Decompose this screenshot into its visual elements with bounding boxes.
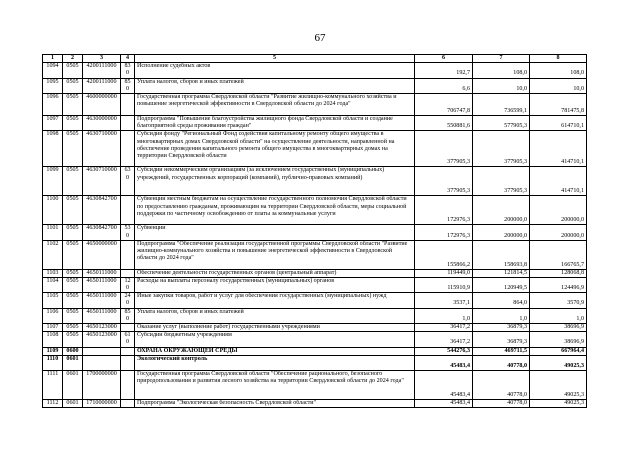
target-code-cell: 1700000000 bbox=[83, 370, 121, 399]
row-number-cell: 1107 bbox=[43, 324, 63, 332]
item-name-cell: Государственная программа Свердловской области "Развитие жилищно-коммунального хозяйства и повышение энергетической эффективности в Свердловской области до 2024 года" bbox=[135, 93, 415, 115]
expense-type-cell: 850 bbox=[121, 78, 135, 93]
table-row bbox=[43, 308, 587, 323]
amount-year3-cell: 38696,9 bbox=[530, 324, 587, 332]
amount-year2-cell: 120949,5 bbox=[473, 277, 530, 292]
section-code-cell: 0505 bbox=[63, 63, 83, 78]
row-number-cell: 1097 bbox=[43, 115, 63, 130]
table-row bbox=[43, 93, 587, 115]
amount-year2-cell: 40778,0 bbox=[473, 355, 530, 370]
target-code-cell: 4650111000 bbox=[83, 269, 121, 277]
amount-year1-cell: 115910,9 bbox=[415, 277, 473, 292]
amount-year2-cell: 864,0 bbox=[473, 293, 530, 308]
table-row bbox=[43, 78, 587, 93]
amount-year3-cell: 3570,9 bbox=[530, 293, 587, 308]
table-row bbox=[43, 277, 587, 292]
table-row bbox=[43, 399, 587, 407]
expense-type-cell bbox=[121, 240, 135, 269]
row-number-cell: 1100 bbox=[43, 196, 63, 225]
row-number-cell: 1095 bbox=[43, 78, 63, 93]
table-row bbox=[43, 167, 587, 196]
section-code-cell: 0505 bbox=[63, 196, 83, 225]
row-number-cell: 1103 bbox=[43, 269, 63, 277]
budget-table bbox=[42, 54, 587, 408]
section-code-cell: 0505 bbox=[63, 115, 83, 130]
section-code-cell: 0505 bbox=[63, 269, 83, 277]
amount-year2-cell: 36879,3 bbox=[473, 324, 530, 332]
amount-year1-cell: 119449,0 bbox=[415, 269, 473, 277]
amount-year1-cell: 706747,8 bbox=[415, 93, 473, 115]
table-row bbox=[43, 370, 587, 399]
section-code-cell: 0601 bbox=[63, 370, 83, 399]
target-code-cell: 4650111000 bbox=[83, 293, 121, 308]
section-code-cell: 0505 bbox=[63, 324, 83, 332]
section-code-cell: 0505 bbox=[63, 240, 83, 269]
amount-year3-cell: 124496,9 bbox=[530, 277, 587, 292]
amount-year1-cell: 36417,2 bbox=[415, 324, 473, 332]
table-row bbox=[43, 240, 587, 269]
table-row bbox=[43, 293, 587, 308]
amount-year2-cell: 36879,3 bbox=[473, 332, 530, 347]
amount-year3-cell: 200000,0 bbox=[530, 196, 587, 225]
item-name-cell: Субсидия фонду "Региональный Фонд содействия капитальному ремонту общего имущества в многоквартирных домах Свердловской области" на осуществление деятельности, направленной на обеспечение проведения капитального ремонта общего имущества в многоквартирных домах на территории Свердловской области bbox=[135, 131, 415, 167]
amount-year2-cell: 40778,0 bbox=[473, 399, 530, 407]
target-code-cell bbox=[83, 347, 121, 355]
section-code-cell: 0505 bbox=[63, 277, 83, 292]
table-row bbox=[43, 324, 587, 332]
section-code-cell: 0505 bbox=[63, 225, 83, 240]
amount-year2-cell: 200000,0 bbox=[473, 196, 530, 225]
amount-year1-cell: 45483,4 bbox=[415, 399, 473, 407]
section-code-cell: 0505 bbox=[63, 332, 83, 347]
section-code-cell: 0505 bbox=[63, 78, 83, 93]
amount-year3-cell: 166765,7 bbox=[530, 240, 587, 269]
row-number-cell: 1102 bbox=[43, 240, 63, 269]
target-code-cell: 4650123000 bbox=[83, 332, 121, 347]
section-code-cell: 0601 bbox=[63, 399, 83, 407]
section-code-cell: 0505 bbox=[63, 167, 83, 196]
amount-year3-cell: 414710,1 bbox=[530, 131, 587, 167]
table-row bbox=[43, 115, 587, 130]
section-code-cell: 0505 bbox=[63, 131, 83, 167]
target-code-cell: 4630710000 bbox=[83, 131, 121, 167]
target-code-cell: 4630842700 bbox=[83, 196, 121, 225]
target-code-cell: 4630000000 bbox=[83, 115, 121, 130]
header-cell: 4 bbox=[121, 55, 135, 63]
target-code-cell bbox=[83, 355, 121, 370]
item-name-cell: Оказание услуг (выполнение работ) государственными учреждениями bbox=[135, 324, 415, 332]
amount-year1-cell: 45483,4 bbox=[415, 355, 473, 370]
amount-year3-cell: 667964,4 bbox=[530, 347, 587, 355]
row-number-cell: 1108 bbox=[43, 332, 63, 347]
amount-year3-cell: 200000,0 bbox=[530, 225, 587, 240]
item-name-cell: Экологический контроль bbox=[135, 355, 415, 370]
item-name-cell: Исполнение судебных актов bbox=[135, 63, 415, 78]
amount-year3-cell: 38696,9 bbox=[530, 332, 587, 347]
row-number-cell: 1112 bbox=[43, 399, 63, 407]
expense-type-cell bbox=[121, 399, 135, 407]
table-row bbox=[43, 131, 587, 167]
section-code-cell: 0505 bbox=[63, 293, 83, 308]
item-name-cell: Уплата налогов, сборов и иных платежей bbox=[135, 78, 415, 93]
expense-type-cell bbox=[121, 196, 135, 225]
expense-type-cell: 120 bbox=[121, 277, 135, 292]
item-name-cell: ОХРАНА ОКРУЖАЮЩЕЙ СРЕДЫ bbox=[135, 347, 415, 355]
amount-year3-cell: 49025,3 bbox=[530, 370, 587, 399]
target-code-cell: 4650111000 bbox=[83, 277, 121, 292]
header-cell: 1 bbox=[43, 55, 63, 63]
row-number-cell: 1101 bbox=[43, 225, 63, 240]
target-code-cell: 4200111000 bbox=[83, 63, 121, 78]
item-name-cell: Субсидии бюджетным учреждениям bbox=[135, 332, 415, 347]
section-code-cell: 0600 bbox=[63, 347, 83, 355]
table-row bbox=[43, 269, 587, 277]
target-code-cell: 4600000000 bbox=[83, 93, 121, 115]
header-cell: 5 bbox=[135, 55, 415, 63]
row-number-cell: 1109 bbox=[43, 347, 63, 355]
target-code-cell: 4630842700 bbox=[83, 225, 121, 240]
row-number-cell: 1106 bbox=[43, 308, 63, 323]
expense-type-cell: 610 bbox=[121, 332, 135, 347]
section-code-cell: 0505 bbox=[63, 93, 83, 115]
expense-type-cell: 530 bbox=[121, 225, 135, 240]
amount-year3-cell: 414710,1 bbox=[530, 167, 587, 196]
header-cell: 2 bbox=[63, 55, 83, 63]
amount-year1-cell: 172976,3 bbox=[415, 196, 473, 225]
item-name-cell: Субвенции bbox=[135, 225, 415, 240]
amount-year3-cell: 128068,8 bbox=[530, 269, 587, 277]
expense-type-cell: 240 bbox=[121, 293, 135, 308]
expense-type-cell: 830 bbox=[121, 63, 135, 78]
section-code-cell: 0505 bbox=[63, 308, 83, 323]
amount-year1-cell: 550881,6 bbox=[415, 115, 473, 130]
expense-type-cell: 850 bbox=[121, 308, 135, 323]
amount-year2-cell: 200000,0 bbox=[473, 225, 530, 240]
table-row bbox=[43, 332, 587, 347]
amount-year1-cell: 377905,3 bbox=[415, 131, 473, 167]
amount-year1-cell: 544276,3 bbox=[415, 347, 473, 355]
amount-year1-cell: 192,7 bbox=[415, 63, 473, 78]
amount-year2-cell: 158693,8 bbox=[473, 240, 530, 269]
item-name-cell: Уплата налогов, сборов и иных платежей bbox=[135, 308, 415, 323]
expense-type-cell bbox=[121, 370, 135, 399]
table-row bbox=[43, 355, 587, 370]
expense-type-cell bbox=[121, 324, 135, 332]
amount-year3-cell: 108,0 bbox=[530, 63, 587, 78]
table-row bbox=[43, 63, 587, 78]
amount-year3-cell: 781475,8 bbox=[530, 93, 587, 115]
row-number-cell: 1105 bbox=[43, 293, 63, 308]
item-name-cell: Субвенции местным бюджетам на осуществление государственного полномочия Свердловской области по предоставлению гражданам, проживающим на территории Свердловской области, меры социальной поддержки по частичному освобождению от платы за коммунальные услуги bbox=[135, 196, 415, 225]
item-name-cell: Подпрограмма "Экологическая безопасность Свердловской области" bbox=[135, 399, 415, 407]
amount-year2-cell: 121814,5 bbox=[473, 269, 530, 277]
amount-year3-cell: 10,0 bbox=[530, 78, 587, 93]
row-number-cell: 1098 bbox=[43, 131, 63, 167]
page-number: 67 bbox=[314, 32, 326, 44]
target-code-cell: 4650000000 bbox=[83, 240, 121, 269]
amount-year2-cell: 736599,1 bbox=[473, 93, 530, 115]
section-code-cell: 0601 bbox=[63, 355, 83, 370]
item-name-cell: Подпрограмма "Обеспечение реализации государственной программы Свердловской области "Развитие жилищно-коммунального хозяйства и повышение энергетической эффективности в Свердловской области до 2024 года" bbox=[135, 240, 415, 269]
amount-year2-cell: 40778,0 bbox=[473, 370, 530, 399]
target-code-cell: 4200111000 bbox=[83, 78, 121, 93]
expense-type-cell bbox=[121, 269, 135, 277]
amount-year1-cell: 6,6 bbox=[415, 78, 473, 93]
amount-year1-cell: 45483,4 bbox=[415, 370, 473, 399]
item-name-cell: Иные закупки товаров, работ и услуг для обеспечения государственных (муниципальных) нужд bbox=[135, 293, 415, 308]
table-row bbox=[43, 347, 587, 355]
header-row bbox=[43, 55, 587, 63]
amount-year1-cell: 36417,2 bbox=[415, 332, 473, 347]
header-cell: 7 bbox=[473, 55, 530, 63]
target-code-cell: 1710000000 bbox=[83, 399, 121, 407]
item-name-cell: Подпрограмма "Повышение благоустройства жилищного фонда Свердловской области и создание благоприятной среды проживания граждан" bbox=[135, 115, 415, 130]
amount-year1-cell: 3537,1 bbox=[415, 293, 473, 308]
expense-type-cell bbox=[121, 115, 135, 130]
expense-type-cell bbox=[121, 131, 135, 167]
amount-year3-cell: 614710,1 bbox=[530, 115, 587, 130]
item-name-cell: Субсидии некоммерческим организациям (за исключением государственных (муниципальных) учреждений, государственных корпораций (компаний), публично-правовых компаний) bbox=[135, 167, 415, 196]
header-cell: 3 bbox=[83, 55, 121, 63]
amount-year2-cell: 1,0 bbox=[473, 308, 530, 323]
row-number-cell: 1096 bbox=[43, 93, 63, 115]
row-number-cell: 1094 bbox=[43, 63, 63, 78]
table-row bbox=[43, 225, 587, 240]
item-name-cell: Обеспечение деятельности государственных органов (центральный аппарат) bbox=[135, 269, 415, 277]
row-number-cell: 1104 bbox=[43, 277, 63, 292]
amount-year3-cell: 49025,3 bbox=[530, 399, 587, 407]
amount-year2-cell: 10,0 bbox=[473, 78, 530, 93]
amount-year1-cell: 377905,3 bbox=[415, 167, 473, 196]
amount-year1-cell: 1,0 bbox=[415, 308, 473, 323]
amount-year2-cell: 469711,5 bbox=[473, 347, 530, 355]
target-code-cell: 4650111000 bbox=[83, 308, 121, 323]
row-number-cell: 1099 bbox=[43, 167, 63, 196]
target-code-cell: 4630710000 bbox=[83, 167, 121, 196]
expense-type-cell: 630 bbox=[121, 167, 135, 196]
amount-year1-cell: 172976,3 bbox=[415, 225, 473, 240]
amount-year3-cell: 1,0 bbox=[530, 308, 587, 323]
row-number-cell: 1110 bbox=[43, 355, 63, 370]
amount-year2-cell: 108,0 bbox=[473, 63, 530, 78]
header-cell: 6 bbox=[415, 55, 473, 63]
amount-year2-cell: 577905,3 bbox=[473, 115, 530, 130]
expense-type-cell bbox=[121, 347, 135, 355]
table-row bbox=[43, 196, 587, 225]
row-number-cell: 1111 bbox=[43, 370, 63, 399]
item-name-cell: Расходы на выплаты персоналу государственных (муниципальных) органов bbox=[135, 277, 415, 292]
target-code-cell: 4650123000 bbox=[83, 324, 121, 332]
amount-year2-cell: 377905,3 bbox=[473, 167, 530, 196]
amount-year3-cell: 49025,3 bbox=[530, 355, 587, 370]
amount-year2-cell: 377905,3 bbox=[473, 131, 530, 167]
expense-type-cell bbox=[121, 355, 135, 370]
header-cell: 8 bbox=[530, 55, 587, 63]
expense-type-cell bbox=[121, 93, 135, 115]
amount-year1-cell: 155866,2 bbox=[415, 240, 473, 269]
item-name-cell: Государственная программа Свердловской области "Обеспечение рационального, безопасного природопользования и развития лесного хозяйства на территории Свердловской области до 2024 года" bbox=[135, 370, 415, 399]
